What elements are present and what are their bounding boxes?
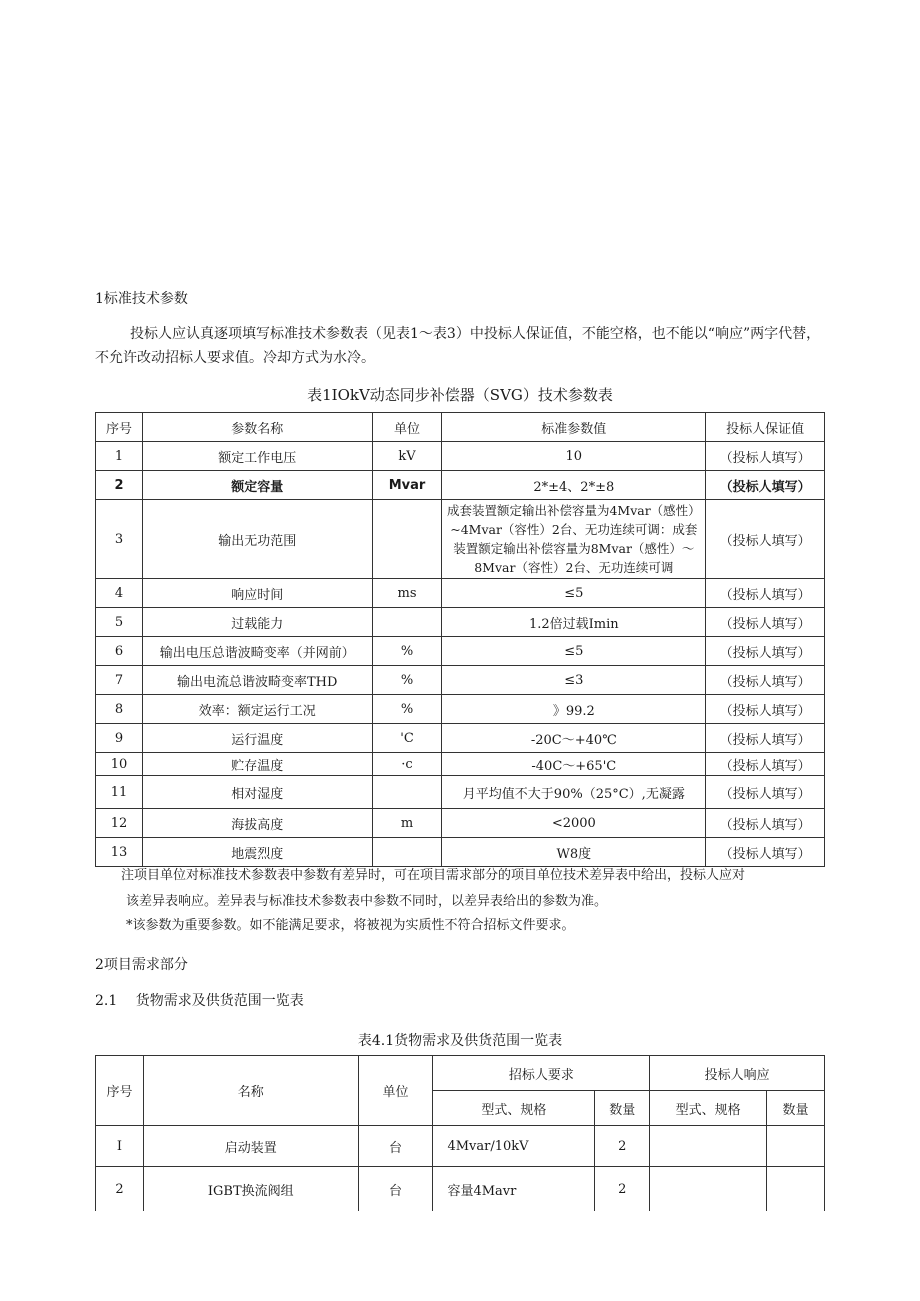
cell-bidder-value: （投标人填写） xyxy=(706,753,825,776)
cell-seq: 6 xyxy=(96,637,143,666)
table-row xyxy=(96,608,825,637)
cell-seq: 10 xyxy=(96,753,143,776)
header-tenderer-requirements: 招标人要求 xyxy=(433,1056,650,1091)
cell-seq: I xyxy=(96,1126,144,1167)
cell-bid-quantity xyxy=(767,1167,825,1212)
cell-model-spec: 容量4Mavr xyxy=(433,1167,595,1212)
cell-bidder-value: （投标人填写） xyxy=(706,442,825,471)
cell-model-spec: 4Mvar/10kV xyxy=(433,1126,595,1167)
cell-bidder-value: （投标人填写） xyxy=(706,724,825,753)
header-unit: 单位 xyxy=(372,413,442,442)
cell-seq: 11 xyxy=(96,776,143,809)
important-param-note: *该参数为重要参数。如不能满足要求，将被视为实质性不符合招标文件要求。 xyxy=(126,918,575,933)
cell-unit: m xyxy=(372,809,442,838)
cell-unit: 台 xyxy=(358,1167,433,1212)
table-row xyxy=(96,1126,825,1167)
section-1-paragraph: 投标人应认真逐项填写标准技术参数表（见表1～表3）中投标人保证值，不能空格，也不能以“响应”两字代替，不允许改动招标人要求值。冷却方式为水冷。 xyxy=(95,326,821,366)
cell-quantity: 2 xyxy=(595,1126,650,1167)
cell-seq: 4 xyxy=(96,579,143,608)
cell-param-name: 过载能力 xyxy=(142,608,372,637)
table-note-line-2: 该差异表响应。差异表与标准技术参数表中参数不同时，以差异表给出的参数为准。 xyxy=(126,894,608,909)
table-row xyxy=(96,442,825,471)
cell-seq: 8 xyxy=(96,695,143,724)
table-row xyxy=(96,637,825,666)
table-row xyxy=(96,579,825,608)
cell-unit: ·c xyxy=(372,753,442,776)
cell-bid-model-spec xyxy=(650,1167,767,1212)
cell-bid-quantity xyxy=(767,1126,825,1167)
cell-name: 启动装置 xyxy=(143,1126,358,1167)
cell-unit: ms xyxy=(372,579,442,608)
header-name: 名称 xyxy=(143,1056,358,1126)
cell-param-name: 输出无功范围 xyxy=(142,500,372,579)
table-row xyxy=(96,695,825,724)
cell-param-name: 海拔高度 xyxy=(142,809,372,838)
cell-bidder-value: （投标人填写） xyxy=(706,776,825,809)
cell-bidder-value: （投标人填写） xyxy=(706,500,825,579)
table-row xyxy=(96,1167,825,1212)
cell-unit: % xyxy=(372,666,442,695)
cell-seq: 12 xyxy=(96,809,143,838)
cell-standard-value: 月平均值不大于90%（25°C）,无凝露 xyxy=(442,776,706,809)
cell-standard-value: ≤5 xyxy=(442,637,706,666)
cell-bidder-value: （投标人填写） xyxy=(706,637,825,666)
goods-supply-scope-table xyxy=(95,1055,825,1211)
cell-standard-value: <2000 xyxy=(442,809,706,838)
cell-seq: 1 xyxy=(96,442,143,471)
table-note-line-1: 注项目单位对标准技术参数表中参数有差异时，可在项目需求部分的项目单位技术差异表中给出，投标人应对 xyxy=(121,868,746,883)
section-2-1-heading: 2.1 货物需求及供货范围一览表 xyxy=(95,993,304,1009)
cell-standard-value: 》99.2 xyxy=(442,695,706,724)
cell-bidder-value: （投标人填写） xyxy=(706,666,825,695)
table-1-caption: 表1IOkV动态同步补偿器（SVG）技术参数表 xyxy=(307,386,613,404)
cell-standard-value: 10 xyxy=(442,442,706,471)
cell-standard-value: ≤5 xyxy=(442,579,706,608)
cell-param-name: 额定容量 xyxy=(142,471,372,500)
table-row xyxy=(96,471,825,500)
table-header-row xyxy=(96,1056,825,1091)
cell-bidder-value: （投标人填写） xyxy=(706,579,825,608)
cell-param-name: 运行温度 xyxy=(142,724,372,753)
cell-bid-model-spec xyxy=(650,1126,767,1167)
cell-unit xyxy=(372,838,442,867)
table-row xyxy=(96,500,825,579)
cell-unit: kV xyxy=(372,442,442,471)
cell-standard-value: -20C～+40℃ xyxy=(442,724,706,753)
header-unit: 单位 xyxy=(358,1056,433,1126)
header-bidder-response: 投标人响应 xyxy=(650,1056,825,1091)
table-row xyxy=(96,724,825,753)
cell-standard-value: -40C～+65'C xyxy=(442,753,706,776)
cell-bidder-value: （投标人填写） xyxy=(706,809,825,838)
table-4-1-caption: 表4.1货物需求及供货范围一览表 xyxy=(357,1033,563,1049)
table-row xyxy=(96,776,825,809)
cell-unit: 'C xyxy=(372,724,442,753)
cell-param-name: 输出电压总谐波畸变率（并网前） xyxy=(142,637,372,666)
cell-seq: 2 xyxy=(96,1167,144,1212)
cell-seq: 3 xyxy=(96,500,143,579)
cell-seq: 2 xyxy=(96,471,143,500)
cell-bidder-value: （投标人填写） xyxy=(706,471,825,500)
cell-param-name: 额定工作电压 xyxy=(142,442,372,471)
cell-bidder-value: （投标人填写） xyxy=(706,838,825,867)
cell-seq: 13 xyxy=(96,838,143,867)
cell-bidder-value: （投标人填写） xyxy=(706,695,825,724)
section-1-heading: 1标准技术参数 xyxy=(95,291,188,307)
cell-param-name: 相对湿度 xyxy=(142,776,372,809)
table-row xyxy=(96,838,825,867)
table-row xyxy=(96,753,825,776)
header-standard-value: 标准参数值 xyxy=(442,413,706,442)
header-model-spec: 型式、规格 xyxy=(433,1091,595,1126)
cell-name: IGBT换流阀组 xyxy=(143,1167,358,1212)
cell-param-name: 响应时间 xyxy=(142,579,372,608)
cell-standard-value: 2*±4、2*±8 xyxy=(442,471,706,500)
cell-param-name: 效率：额定运行工况 xyxy=(142,695,372,724)
cell-param-name: 输出电流总谐波畸变率THD xyxy=(142,666,372,695)
cell-unit xyxy=(372,776,442,809)
table-row xyxy=(96,666,825,695)
table-row xyxy=(96,809,825,838)
cell-standard-value: W8度 xyxy=(442,838,706,867)
cell-param-name: 贮存温度 xyxy=(142,753,372,776)
cell-bidder-value: （投标人填写） xyxy=(706,608,825,637)
cell-unit xyxy=(372,500,442,579)
cell-seq: 5 xyxy=(96,608,143,637)
cell-standard-value: ≤3 xyxy=(442,666,706,695)
cell-param-name: 地震烈度 xyxy=(142,838,372,867)
section-2-heading: 2项目需求部分 xyxy=(95,957,188,973)
cell-standard-value: 1.2倍过载Imin xyxy=(442,608,706,637)
cell-standard-value: 成套装置额定输出补偿容量为4Mvar（感性）~4Mvar（容性）2台、无功连续可调：成套装置额定输出补偿容量为8Mvar（感性）～8Mvar（容性）2台、无功连续可调 xyxy=(442,500,706,579)
table-header-row xyxy=(96,413,825,442)
header-bid-quantity: 数量 xyxy=(767,1091,825,1126)
cell-quantity: 2 xyxy=(595,1167,650,1212)
cell-unit: % xyxy=(372,695,442,724)
cell-unit: Mvar xyxy=(372,471,442,500)
cell-seq: 7 xyxy=(96,666,143,695)
cell-unit xyxy=(372,608,442,637)
cell-unit: % xyxy=(372,637,442,666)
header-bidder-value: 投标人保证值 xyxy=(706,413,825,442)
header-bid-model-spec: 型式、规格 xyxy=(650,1091,767,1126)
cell-unit: 台 xyxy=(358,1126,433,1167)
header-param-name: 参数名称 xyxy=(142,413,372,442)
header-seq: 序号 xyxy=(96,413,143,442)
svg-technical-parameter-table xyxy=(95,412,825,867)
header-seq: 序号 xyxy=(96,1056,144,1126)
cell-seq: 9 xyxy=(96,724,143,753)
header-quantity: 数量 xyxy=(595,1091,650,1126)
